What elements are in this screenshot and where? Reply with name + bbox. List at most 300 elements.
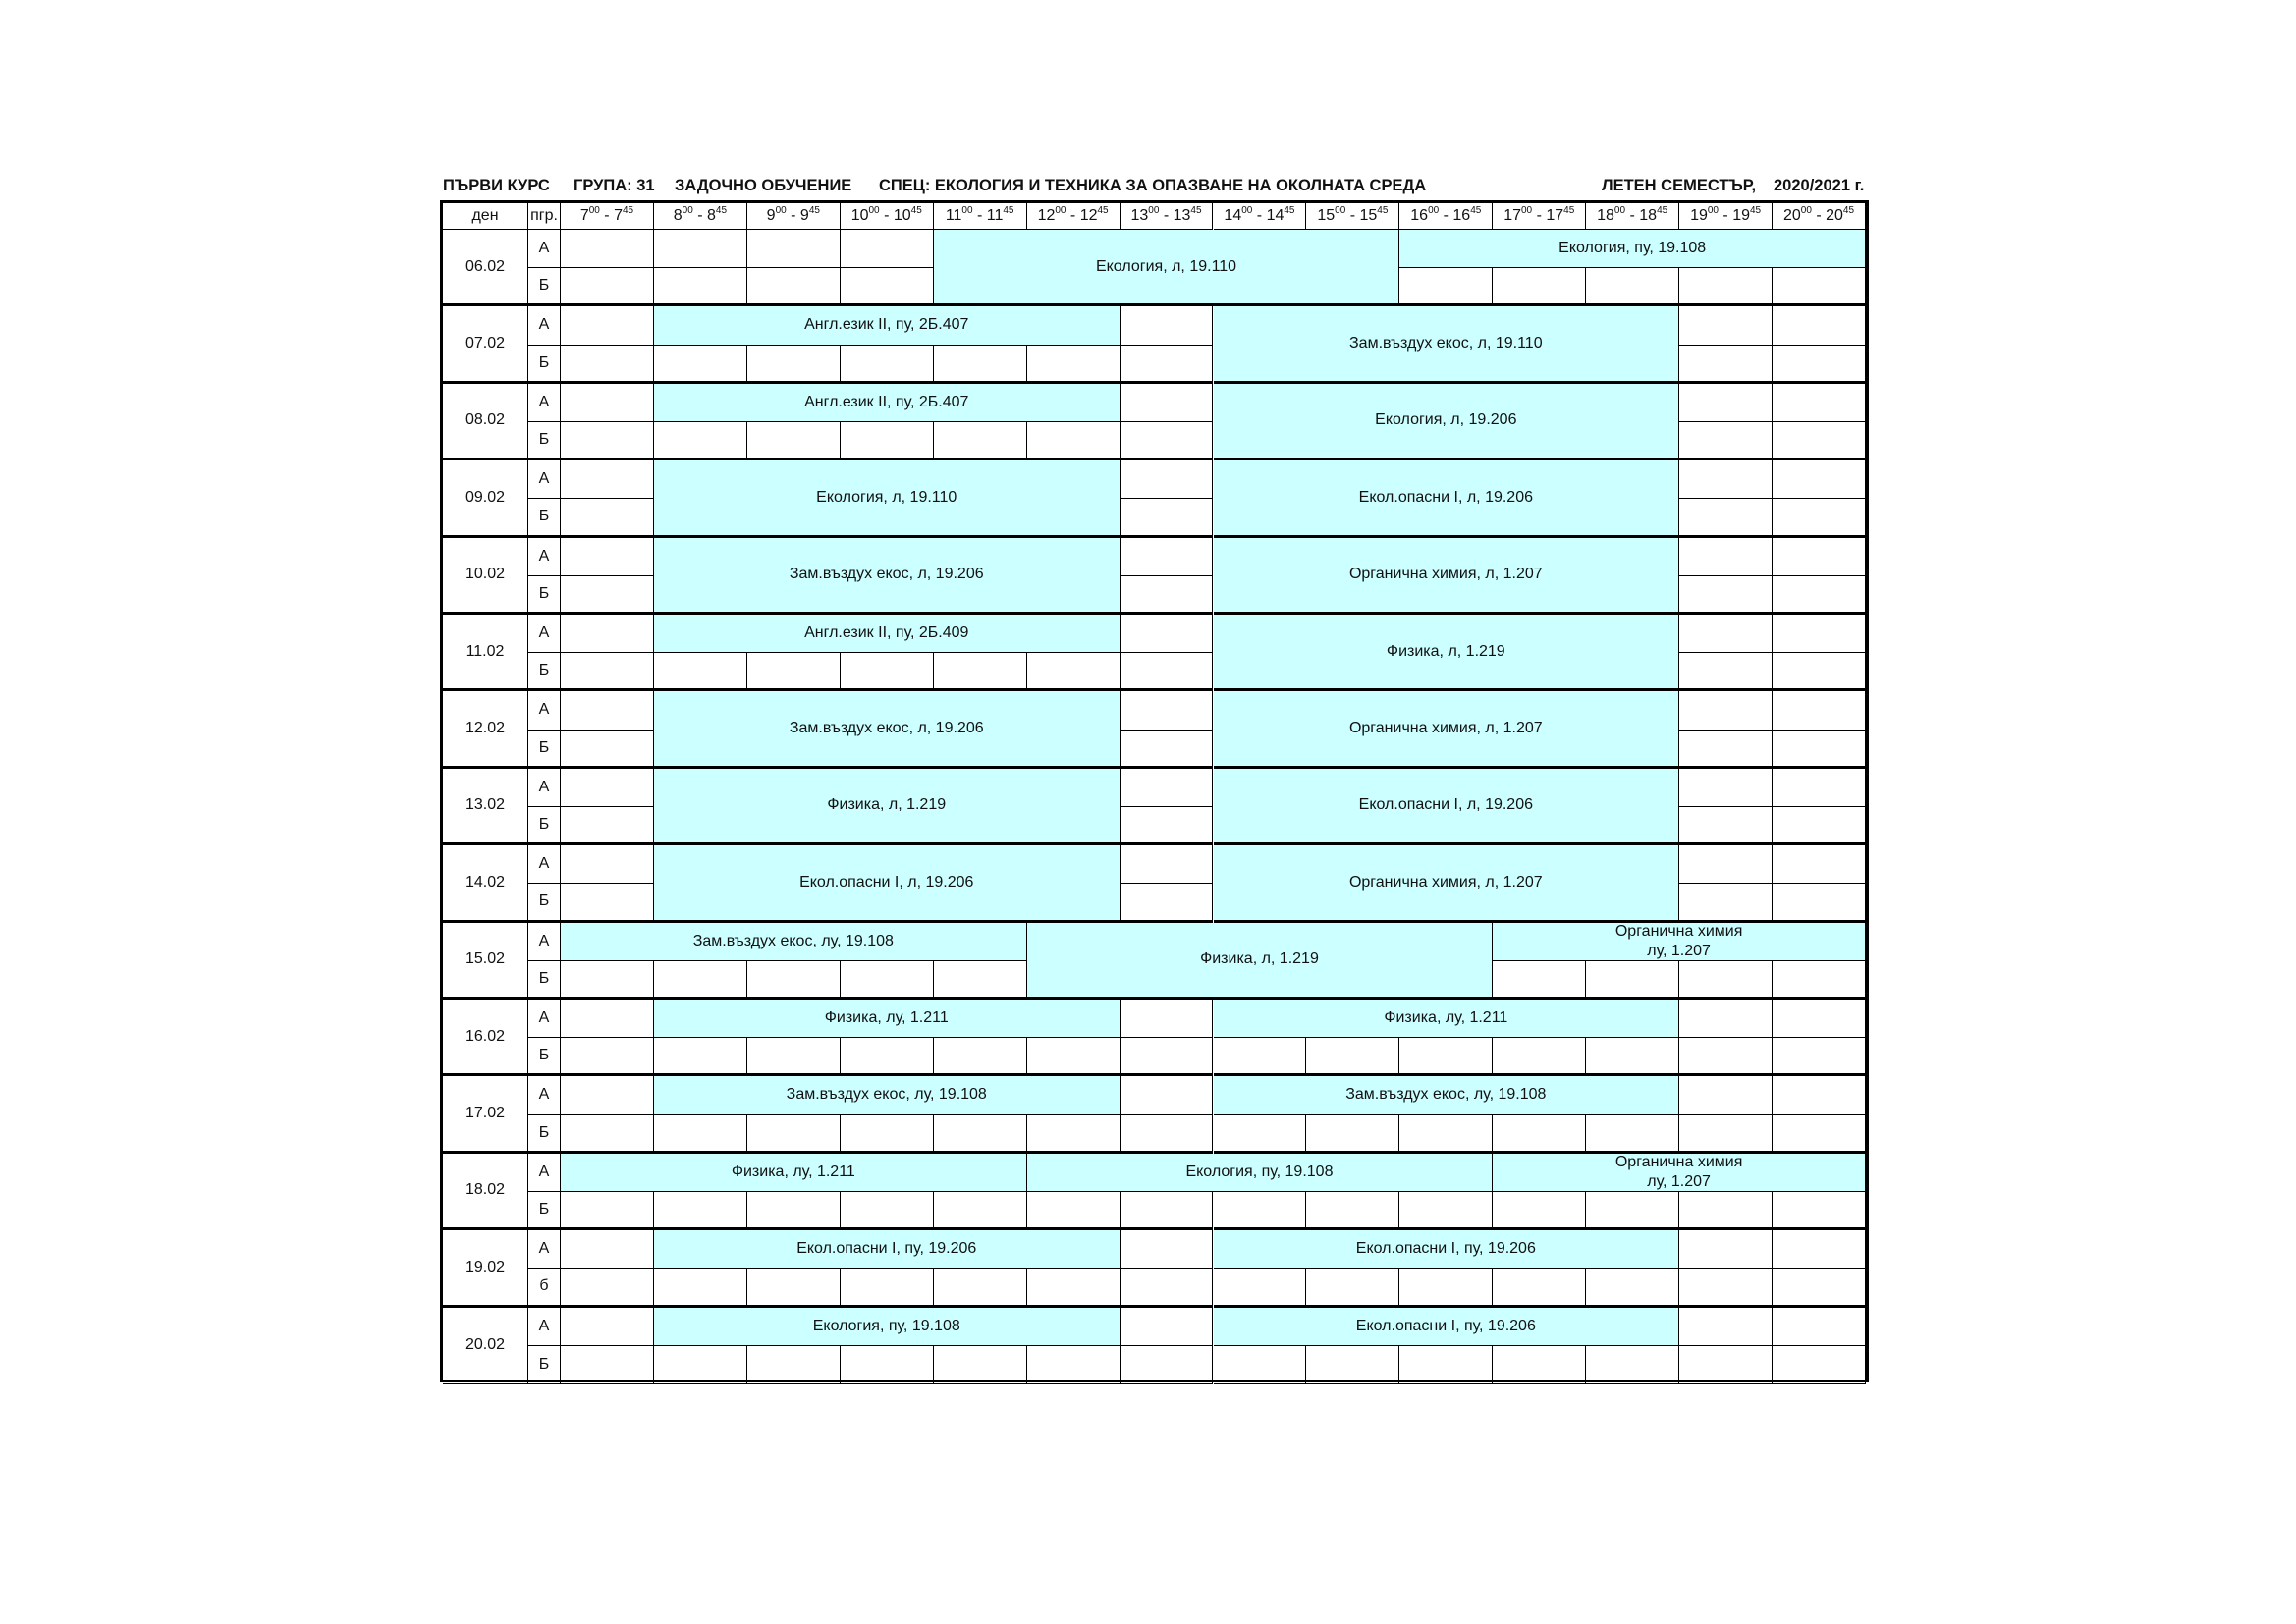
empty-slot-cell[interactable] bbox=[1773, 346, 1866, 384]
empty-slot-cell[interactable] bbox=[1773, 384, 1866, 422]
slot-time-label bbox=[1503, 206, 1574, 226]
empty-slot-cell[interactable] bbox=[654, 230, 747, 268]
slot-hour: 10 bbox=[893, 207, 911, 224]
empty-slot-cell[interactable] bbox=[841, 1038, 934, 1076]
empty-slot-cell[interactable] bbox=[1027, 1115, 1121, 1154]
slot-hour: 13 bbox=[1130, 207, 1149, 224]
empty-slot-cell[interactable] bbox=[934, 961, 1027, 1000]
slot-hour: 12 bbox=[1079, 207, 1098, 224]
empty-slot-cell[interactable] bbox=[1679, 807, 1773, 845]
empty-slot-cell[interactable] bbox=[561, 1115, 654, 1154]
lesson-block[interactable]: Екология, л, 19.206 bbox=[1214, 384, 1680, 460]
empty-slot-cell[interactable] bbox=[561, 460, 654, 499]
empty-slot-cell[interactable] bbox=[1399, 1346, 1493, 1384]
slot-hour: 17 bbox=[1503, 207, 1521, 224]
empty-slot-cell[interactable] bbox=[1679, 268, 1773, 306]
empty-slot-cell[interactable] bbox=[934, 1038, 1027, 1076]
empty-slot-cell[interactable] bbox=[1399, 268, 1493, 306]
empty-slot-cell[interactable] bbox=[561, 499, 654, 537]
slot-time-label bbox=[580, 206, 633, 226]
empty-slot-cell[interactable] bbox=[1773, 845, 1866, 884]
empty-slot-cell[interactable] bbox=[654, 1115, 747, 1154]
slot-hour: 9 bbox=[799, 207, 809, 224]
empty-slot-cell[interactable] bbox=[561, 653, 654, 691]
empty-slot-cell[interactable] bbox=[1679, 884, 1773, 922]
lesson-block[interactable]: Екология, пу, 19.108 bbox=[654, 1308, 1121, 1346]
empty-slot-cell[interactable] bbox=[1679, 384, 1773, 422]
empty-slot-cell[interactable] bbox=[1493, 1269, 1586, 1307]
empty-slot-cell[interactable] bbox=[1586, 961, 1679, 1000]
subgroup-cell: А bbox=[528, 845, 561, 884]
empty-slot-cell[interactable] bbox=[1773, 691, 1866, 730]
empty-slot-cell[interactable] bbox=[1027, 422, 1121, 460]
slot-separator: - bbox=[1252, 207, 1267, 224]
lesson-block[interactable]: Екология, пу, 19.108 bbox=[1027, 1154, 1494, 1192]
slot-minutes: 45 bbox=[1190, 205, 1202, 216]
empty-slot-cell[interactable] bbox=[561, 268, 654, 306]
subgroup-cell: А bbox=[528, 384, 561, 422]
empty-slot-cell[interactable] bbox=[1121, 1269, 1214, 1307]
empty-slot-cell[interactable] bbox=[1214, 1038, 1307, 1076]
empty-slot-cell[interactable] bbox=[1399, 1269, 1493, 1307]
empty-slot-cell[interactable] bbox=[1679, 1000, 1773, 1038]
slot-hour: 18 bbox=[1597, 207, 1614, 224]
empty-slot-cell[interactable] bbox=[1586, 1115, 1679, 1154]
lesson-block[interactable]: Екол.опасни I, л, 19.206 bbox=[654, 845, 1121, 922]
empty-slot-cell[interactable] bbox=[561, 576, 654, 615]
slot-hour: 7 bbox=[579, 207, 589, 224]
slot-minutes: 00 bbox=[1428, 205, 1440, 216]
slot-minutes: 45 bbox=[715, 205, 728, 216]
empty-slot-cell[interactable] bbox=[1679, 769, 1773, 807]
empty-slot-cell[interactable] bbox=[747, 268, 841, 306]
empty-slot-cell[interactable] bbox=[1679, 1076, 1773, 1114]
lesson-block[interactable]: Органична химия лу, 1.207 bbox=[1493, 1154, 1866, 1192]
empty-slot-cell[interactable] bbox=[1773, 306, 1866, 345]
slot-time-label bbox=[851, 206, 922, 226]
empty-slot-cell[interactable] bbox=[561, 346, 654, 384]
slot-separator: - bbox=[1532, 207, 1547, 224]
lesson-block[interactable]: Англ.език II, пу, 2Б.409 bbox=[654, 615, 1121, 653]
empty-slot-cell[interactable] bbox=[1679, 653, 1773, 691]
subgroup-cell: Б bbox=[528, 1346, 561, 1384]
empty-slot-cell[interactable] bbox=[1679, 576, 1773, 615]
slot-separator: - bbox=[1345, 207, 1360, 224]
empty-slot-cell[interactable] bbox=[561, 230, 654, 268]
empty-slot-cell[interactable] bbox=[654, 346, 747, 384]
empty-slot-cell[interactable] bbox=[561, 961, 654, 1000]
lesson-block[interactable]: Физика, лу, 1.211 bbox=[1214, 1000, 1680, 1038]
subgroup-cell: Б bbox=[528, 499, 561, 537]
lesson-block[interactable]: Физика, л, 1.219 bbox=[654, 769, 1121, 845]
empty-slot-cell[interactable] bbox=[1679, 306, 1773, 345]
empty-slot-cell[interactable] bbox=[1679, 422, 1773, 460]
day-date-cell: 06.02 bbox=[443, 230, 528, 306]
empty-slot-cell[interactable] bbox=[1121, 807, 1214, 845]
empty-slot-cell[interactable] bbox=[1773, 1076, 1866, 1114]
empty-slot-cell[interactable] bbox=[1679, 691, 1773, 730]
empty-slot-cell[interactable] bbox=[1306, 1346, 1399, 1384]
slot-minutes: 00 bbox=[1241, 205, 1253, 216]
lesson-block[interactable]: Екология, л, 19.110 bbox=[654, 460, 1121, 537]
empty-slot-cell[interactable] bbox=[654, 422, 747, 460]
empty-slot-cell[interactable] bbox=[1586, 1038, 1679, 1076]
empty-slot-cell[interactable] bbox=[934, 1115, 1027, 1154]
specialty-label: СПЕЦ: ЕКОЛОГИЯ И ТЕХНИКА ЗА ОПАЗВАНЕ НА ОКОЛНАТА СРЕДА bbox=[879, 177, 1427, 194]
empty-slot-cell[interactable] bbox=[1679, 499, 1773, 537]
empty-slot-cell[interactable] bbox=[1773, 422, 1866, 460]
empty-slot-cell[interactable] bbox=[561, 1230, 654, 1269]
slot-hour: 14 bbox=[1224, 207, 1242, 224]
subgroup-cell: А bbox=[528, 1230, 561, 1269]
empty-slot-cell[interactable] bbox=[1773, 1269, 1866, 1307]
empty-slot-cell[interactable] bbox=[1121, 422, 1214, 460]
day-date-cell: 10.02 bbox=[443, 538, 528, 615]
subgroup-cell: А bbox=[528, 1076, 561, 1114]
lesson-block[interactable]: Зам.въздух екос, л, 19.206 bbox=[654, 538, 1121, 615]
empty-slot-cell[interactable] bbox=[561, 807, 654, 845]
empty-slot-cell[interactable] bbox=[747, 1346, 841, 1384]
day-date-cell: 08.02 bbox=[443, 384, 528, 460]
slot-separator: - bbox=[1439, 207, 1453, 224]
empty-slot-cell[interactable] bbox=[841, 1346, 934, 1384]
empty-slot-cell[interactable] bbox=[1773, 1192, 1866, 1230]
time-slot-header bbox=[654, 203, 747, 230]
empty-slot-cell[interactable] bbox=[1493, 1038, 1586, 1076]
empty-slot-cell[interactable] bbox=[747, 961, 841, 1000]
empty-slot-cell[interactable] bbox=[1773, 538, 1866, 576]
time-slot-header bbox=[1773, 203, 1866, 230]
empty-slot-cell[interactable] bbox=[1493, 1346, 1586, 1384]
slot-minutes: 45 bbox=[1470, 205, 1482, 216]
empty-slot-cell[interactable] bbox=[747, 422, 841, 460]
empty-slot-cell[interactable] bbox=[1773, 615, 1866, 653]
slot-hour: 19 bbox=[1690, 207, 1708, 224]
empty-slot-cell[interactable] bbox=[1586, 268, 1679, 306]
lesson-block[interactable]: Екол.опасни I, пу, 19.206 bbox=[1214, 1308, 1680, 1346]
subgroup-cell: Б bbox=[528, 422, 561, 460]
empty-slot-cell[interactable] bbox=[747, 1192, 841, 1230]
slot-minutes: 00 bbox=[775, 205, 787, 216]
empty-slot-cell[interactable] bbox=[1306, 1269, 1399, 1307]
slot-hour: 9 bbox=[766, 207, 776, 224]
empty-slot-cell[interactable] bbox=[841, 422, 934, 460]
slot-minutes: 00 bbox=[1707, 205, 1719, 216]
empty-slot-cell[interactable] bbox=[1121, 845, 1214, 884]
empty-slot-cell[interactable] bbox=[1679, 1192, 1773, 1230]
slot-separator: - bbox=[879, 207, 894, 224]
empty-slot-cell[interactable] bbox=[1214, 1115, 1307, 1154]
empty-slot-cell[interactable] bbox=[1773, 268, 1866, 306]
empty-slot-cell[interactable] bbox=[1306, 1115, 1399, 1154]
time-slot-header bbox=[1679, 203, 1773, 230]
subgroup-cell: Б bbox=[528, 346, 561, 384]
empty-slot-cell[interactable] bbox=[654, 653, 747, 691]
empty-slot-cell[interactable] bbox=[747, 1269, 841, 1307]
slot-time-label bbox=[1783, 206, 1854, 226]
slot-hour: 12 bbox=[1037, 207, 1056, 224]
empty-slot-cell[interactable] bbox=[841, 230, 934, 268]
empty-slot-cell[interactable] bbox=[1214, 1192, 1307, 1230]
empty-slot-cell[interactable] bbox=[1121, 615, 1214, 653]
empty-slot-cell[interactable] bbox=[1121, 538, 1214, 576]
lesson-block[interactable]: Англ.език II, пу, 2Б.407 bbox=[654, 306, 1121, 345]
lesson-block[interactable]: Екология, пу, 19.108 bbox=[1399, 230, 1866, 268]
time-slot-header bbox=[841, 203, 934, 230]
slot-hour: 13 bbox=[1173, 207, 1191, 224]
empty-slot-cell[interactable] bbox=[561, 615, 654, 653]
empty-slot-cell[interactable] bbox=[1773, 1230, 1866, 1269]
empty-slot-cell[interactable] bbox=[1121, 1076, 1214, 1114]
lesson-block[interactable]: Зам.въздух екос, л, 19.206 bbox=[654, 691, 1121, 768]
empty-slot-cell[interactable] bbox=[841, 1192, 934, 1230]
lesson-block[interactable]: Зам.въздух екос, л, 19.110 bbox=[1214, 306, 1680, 383]
slot-separator: - bbox=[692, 207, 707, 224]
empty-slot-cell[interactable] bbox=[1773, 807, 1866, 845]
empty-slot-cell[interactable] bbox=[561, 422, 654, 460]
empty-slot-cell[interactable] bbox=[934, 346, 1027, 384]
empty-slot-cell[interactable] bbox=[747, 653, 841, 691]
lesson-block[interactable]: Екология, л, 19.110 bbox=[934, 230, 1400, 306]
empty-slot-cell[interactable] bbox=[1121, 1230, 1214, 1269]
empty-slot-cell[interactable] bbox=[1679, 731, 1773, 769]
empty-slot-cell[interactable] bbox=[1121, 769, 1214, 807]
empty-slot-cell[interactable] bbox=[1679, 845, 1773, 884]
empty-slot-cell[interactable] bbox=[654, 1192, 747, 1230]
lesson-block[interactable]: Екол.опасни I, л, 19.206 bbox=[1214, 769, 1680, 845]
empty-slot-cell[interactable] bbox=[561, 691, 654, 730]
empty-slot-cell[interactable] bbox=[654, 1038, 747, 1076]
empty-slot-cell[interactable] bbox=[1493, 961, 1586, 1000]
empty-slot-cell[interactable] bbox=[1121, 1192, 1214, 1230]
empty-slot-cell[interactable] bbox=[1679, 1230, 1773, 1269]
empty-slot-cell[interactable] bbox=[1679, 615, 1773, 653]
empty-slot-cell[interactable] bbox=[1121, 1308, 1214, 1346]
slot-time-label bbox=[1410, 206, 1481, 226]
slot-minutes: 00 bbox=[868, 205, 880, 216]
time-slot-header bbox=[934, 203, 1027, 230]
empty-slot-cell[interactable] bbox=[1121, 731, 1214, 769]
subgroup-cell: А bbox=[528, 615, 561, 653]
empty-slot-cell[interactable] bbox=[1027, 1269, 1121, 1307]
subgroup-cell: Б bbox=[528, 1192, 561, 1230]
empty-slot-cell[interactable] bbox=[1121, 576, 1214, 615]
lesson-block[interactable]: Екол.опасни I, л, 19.206 bbox=[1214, 460, 1680, 537]
slot-minutes: 00 bbox=[1148, 205, 1160, 216]
empty-slot-cell[interactable] bbox=[1493, 1192, 1586, 1230]
subgroup-cell: Б bbox=[528, 576, 561, 615]
empty-slot-cell[interactable] bbox=[1679, 1038, 1773, 1076]
empty-slot-cell[interactable] bbox=[561, 306, 654, 345]
slot-minutes: 45 bbox=[1750, 205, 1762, 216]
empty-slot-cell[interactable] bbox=[561, 1076, 654, 1114]
lesson-block[interactable]: Физика, л, 1.219 bbox=[1027, 923, 1494, 1000]
slot-hour: 8 bbox=[673, 207, 683, 224]
empty-slot-cell[interactable] bbox=[654, 961, 747, 1000]
empty-slot-cell[interactable] bbox=[654, 1269, 747, 1307]
empty-slot-cell[interactable] bbox=[934, 653, 1027, 691]
subgroup-cell: Б bbox=[528, 884, 561, 922]
subgroup-cell: Б bbox=[528, 807, 561, 845]
empty-slot-cell[interactable] bbox=[1773, 1115, 1866, 1154]
empty-slot-cell[interactable] bbox=[561, 845, 654, 884]
empty-slot-cell[interactable] bbox=[1679, 961, 1773, 1000]
empty-slot-cell[interactable] bbox=[1121, 346, 1214, 384]
empty-slot-cell[interactable] bbox=[1493, 268, 1586, 306]
empty-slot-cell[interactable] bbox=[1121, 884, 1214, 922]
empty-slot-cell[interactable] bbox=[654, 268, 747, 306]
empty-slot-cell[interactable] bbox=[1121, 1038, 1214, 1076]
empty-slot-cell[interactable] bbox=[1773, 653, 1866, 691]
empty-slot-cell[interactable] bbox=[934, 1192, 1027, 1230]
empty-slot-cell[interactable] bbox=[561, 1192, 654, 1230]
empty-slot-cell[interactable] bbox=[1773, 731, 1866, 769]
day-date-cell: 15.02 bbox=[443, 923, 528, 1000]
empty-slot-cell[interactable] bbox=[747, 230, 841, 268]
semester-label: ЛЕТЕН СЕМЕСТЪР, bbox=[1602, 177, 1757, 194]
empty-slot-cell[interactable] bbox=[1399, 1038, 1493, 1076]
empty-slot-cell[interactable] bbox=[1121, 384, 1214, 422]
slot-hour: 18 bbox=[1639, 207, 1658, 224]
lesson-block[interactable]: Екол.опасни I, пу, 19.206 bbox=[1214, 1230, 1680, 1269]
empty-slot-cell[interactable] bbox=[1773, 1346, 1866, 1384]
empty-slot-cell[interactable] bbox=[1121, 691, 1214, 730]
empty-slot-cell[interactable] bbox=[1773, 1038, 1866, 1076]
day-column-header: ден bbox=[443, 203, 528, 230]
empty-slot-cell[interactable] bbox=[1679, 1346, 1773, 1384]
empty-slot-cell[interactable] bbox=[1679, 538, 1773, 576]
group-label: ГРУПА: 31 bbox=[574, 177, 655, 194]
empty-slot-cell[interactable] bbox=[1773, 576, 1866, 615]
empty-slot-cell[interactable] bbox=[561, 1346, 654, 1384]
slot-hour: 11 bbox=[945, 207, 962, 224]
lesson-block[interactable]: Органична химия, л, 1.207 bbox=[1214, 845, 1680, 922]
empty-slot-cell[interactable] bbox=[1773, 499, 1866, 537]
empty-slot-cell[interactable] bbox=[1306, 1192, 1399, 1230]
empty-slot-cell[interactable] bbox=[1773, 1308, 1866, 1346]
empty-slot-cell[interactable] bbox=[934, 422, 1027, 460]
empty-slot-cell[interactable] bbox=[1027, 346, 1121, 384]
empty-slot-cell[interactable] bbox=[747, 346, 841, 384]
empty-slot-cell[interactable] bbox=[1773, 961, 1866, 1000]
subgroup-cell: А bbox=[528, 230, 561, 268]
empty-slot-cell[interactable] bbox=[1027, 1192, 1121, 1230]
empty-slot-cell[interactable] bbox=[1493, 1115, 1586, 1154]
time-slot-header bbox=[1027, 203, 1121, 230]
time-slot-header bbox=[1214, 203, 1307, 230]
empty-slot-cell[interactable] bbox=[841, 346, 934, 384]
lesson-block[interactable]: Екол.опасни I, пу, 19.206 bbox=[654, 1230, 1121, 1269]
empty-slot-cell[interactable] bbox=[1121, 1346, 1214, 1384]
lesson-block[interactable]: Англ.език II, пу, 2Б.407 bbox=[654, 384, 1121, 422]
academic-year-label: 2020/2021 г. bbox=[1774, 177, 1865, 194]
empty-slot-cell[interactable] bbox=[1679, 1115, 1773, 1154]
empty-slot-cell[interactable] bbox=[841, 1269, 934, 1307]
empty-slot-cell[interactable] bbox=[841, 653, 934, 691]
subgroup-cell: А bbox=[528, 691, 561, 730]
slot-hour: 14 bbox=[1266, 207, 1285, 224]
empty-slot-cell[interactable] bbox=[747, 1115, 841, 1154]
empty-slot-cell[interactable] bbox=[1679, 346, 1773, 384]
lesson-block[interactable]: Физика, л, 1.219 bbox=[1214, 615, 1680, 691]
empty-slot-cell[interactable] bbox=[1773, 769, 1866, 807]
empty-slot-cell[interactable] bbox=[561, 1269, 654, 1307]
slot-time-label bbox=[1597, 206, 1667, 226]
empty-slot-cell[interactable] bbox=[1121, 1000, 1214, 1038]
lesson-block[interactable]: Органична химия лу, 1.207 bbox=[1493, 923, 1866, 961]
empty-slot-cell[interactable] bbox=[654, 1346, 747, 1384]
empty-slot-cell[interactable] bbox=[1027, 1038, 1121, 1076]
empty-slot-cell[interactable] bbox=[1773, 884, 1866, 922]
empty-slot-cell[interactable] bbox=[934, 1269, 1027, 1307]
subgroup-cell: А bbox=[528, 538, 561, 576]
empty-slot-cell[interactable] bbox=[1773, 460, 1866, 499]
slot-time-label bbox=[1038, 206, 1109, 226]
empty-slot-cell[interactable] bbox=[561, 731, 654, 769]
empty-slot-cell[interactable] bbox=[1679, 1308, 1773, 1346]
slot-hour: 15 bbox=[1317, 207, 1336, 224]
empty-slot-cell[interactable] bbox=[1027, 653, 1121, 691]
empty-slot-cell[interactable] bbox=[1586, 1192, 1679, 1230]
empty-slot-cell[interactable] bbox=[1586, 1346, 1679, 1384]
lesson-block[interactable]: Органична химия, л, 1.207 bbox=[1214, 538, 1680, 615]
empty-slot-cell[interactable] bbox=[1679, 1269, 1773, 1307]
empty-slot-cell[interactable] bbox=[934, 1346, 1027, 1384]
day-date-cell: 09.02 bbox=[443, 460, 528, 537]
empty-slot-cell[interactable] bbox=[841, 268, 934, 306]
lesson-block[interactable]: Зам.въздух екос, лу, 19.108 bbox=[654, 1076, 1121, 1114]
empty-slot-cell[interactable] bbox=[747, 1038, 841, 1076]
empty-slot-cell[interactable] bbox=[561, 538, 654, 576]
empty-slot-cell[interactable] bbox=[561, 884, 654, 922]
empty-slot-cell[interactable] bbox=[1679, 460, 1773, 499]
lesson-block[interactable]: Зам.въздух екос, лу, 19.108 bbox=[1214, 1076, 1680, 1114]
empty-slot-cell[interactable] bbox=[1214, 1269, 1307, 1307]
subgroup-cell: А bbox=[528, 769, 561, 807]
empty-slot-cell[interactable] bbox=[1121, 460, 1214, 499]
empty-slot-cell[interactable] bbox=[1214, 1346, 1307, 1384]
empty-slot-cell[interactable] bbox=[1121, 653, 1214, 691]
empty-slot-cell[interactable] bbox=[841, 961, 934, 1000]
slot-hour: 16 bbox=[1410, 207, 1429, 224]
slot-time-label bbox=[674, 206, 727, 226]
empty-slot-cell[interactable] bbox=[561, 769, 654, 807]
empty-slot-cell[interactable] bbox=[1121, 306, 1214, 345]
lesson-block[interactable]: Зам.въздух екос, лу, 19.108 bbox=[561, 923, 1027, 961]
empty-slot-cell[interactable] bbox=[561, 1308, 654, 1346]
empty-slot-cell[interactable] bbox=[1121, 1115, 1214, 1154]
slot-minutes: 45 bbox=[1842, 205, 1855, 216]
lesson-block[interactable]: Физика, лу, 1.211 bbox=[654, 1000, 1121, 1038]
empty-slot-cell[interactable] bbox=[1399, 1115, 1493, 1154]
subgroup-cell: А bbox=[528, 306, 561, 345]
empty-slot-cell[interactable] bbox=[1121, 499, 1214, 537]
empty-slot-cell[interactable] bbox=[841, 1115, 934, 1154]
lesson-block[interactable]: Физика, лу, 1.211 bbox=[561, 1154, 1027, 1192]
empty-slot-cell[interactable] bbox=[1027, 1346, 1121, 1384]
empty-slot-cell[interactable] bbox=[1399, 1192, 1493, 1230]
empty-slot-cell[interactable] bbox=[1586, 1269, 1679, 1307]
schedule-header bbox=[443, 175, 1870, 198]
time-slot-header bbox=[1306, 203, 1399, 230]
empty-slot-cell[interactable] bbox=[561, 384, 654, 422]
empty-slot-cell[interactable] bbox=[561, 1038, 654, 1076]
empty-slot-cell[interactable] bbox=[1773, 1000, 1866, 1038]
empty-slot-cell[interactable] bbox=[1306, 1038, 1399, 1076]
slot-minutes: 45 bbox=[808, 205, 820, 216]
empty-slot-cell[interactable] bbox=[561, 1000, 654, 1038]
lesson-block[interactable]: Органична химия, л, 1.207 bbox=[1214, 691, 1680, 768]
